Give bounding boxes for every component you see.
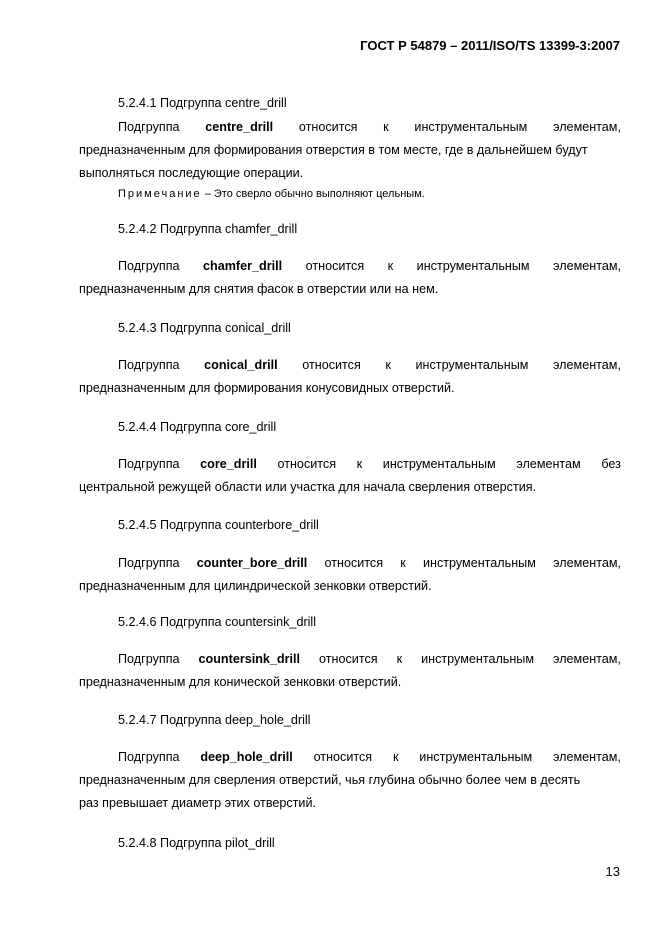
note xyxy=(118,188,425,200)
paragraph-word: инструментальным xyxy=(382,457,496,471)
paragraph-first-line xyxy=(79,358,621,372)
note-text: – Это сверло обычно выполняют цельным. xyxy=(201,188,425,200)
section-heading: 5.2.4.7 Подгруппа deep_hole_drill xyxy=(118,713,311,727)
paragraph-word: элементам, xyxy=(553,556,621,570)
paragraph-word: элементам, xyxy=(553,120,621,134)
paragraph-word: инструментальным xyxy=(415,358,529,372)
paragraph-line: предназначенным для формирования конусовидных отверстий. xyxy=(79,381,455,395)
paragraph-word: инструментальным xyxy=(414,120,528,134)
term-name: centre_drill xyxy=(205,120,274,134)
term-name: countersink_drill xyxy=(198,652,301,666)
paragraph-word: элементам, xyxy=(553,652,621,666)
term-name: core_drill xyxy=(200,457,257,471)
paragraph-word: к xyxy=(383,120,389,134)
paragraph-word: к xyxy=(392,750,399,764)
paragraph-word: к xyxy=(385,358,391,372)
section-heading: 5.2.4.8 Подгруппа pilot_drill xyxy=(118,836,275,850)
section-paragraph xyxy=(79,358,621,395)
paragraph-line: предназначенным для цилиндрической зенковки отверстий. xyxy=(79,579,432,593)
paragraph-word: относится xyxy=(305,259,365,273)
paragraph-word: без xyxy=(601,457,621,471)
term-name: deep_hole_drill xyxy=(200,750,293,764)
page-number: 13 xyxy=(605,864,620,879)
section-heading: 5.2.4.6 Подгруппа countersink_drill xyxy=(118,615,317,629)
paragraph-word: относится xyxy=(319,652,378,666)
paragraph-word: относится xyxy=(313,750,373,764)
paragraph-first-line xyxy=(79,556,621,570)
term-name: counter_bore_drill xyxy=(196,556,308,570)
section-paragraph xyxy=(79,652,621,689)
paragraph-word: элементам, xyxy=(553,259,621,273)
paragraph-word: элементам, xyxy=(553,358,621,372)
paragraph-word: Подгруппа xyxy=(118,556,180,570)
paragraph-word: относится xyxy=(324,556,384,570)
paragraph-line: предназначенным для снятия фасок в отверстии или на нем. xyxy=(79,282,439,296)
paragraph-word: к xyxy=(356,457,363,471)
term-name: chamfer_drill xyxy=(203,259,283,273)
paragraph-line: предназначенным для формирования отверстия в том месте, где в дальнейшем будут xyxy=(79,143,588,157)
section-heading: 5.2.4.5 Подгруппа counterbore_drill xyxy=(118,518,319,532)
paragraph-word: к xyxy=(387,259,394,273)
paragraph-word: относится xyxy=(302,358,361,372)
paragraph-word: элементам xyxy=(516,457,581,471)
section-heading: 5.2.4.3 Подгруппа conical_drill xyxy=(118,321,291,335)
paragraph-line: предназначенным для конической зенковки отверстий. xyxy=(79,675,402,689)
paragraph-word: Подгруппа xyxy=(118,652,180,666)
paragraph-line: предназначенным для сверления отверстий, чья глубина обычно более чем в десять xyxy=(79,773,581,787)
paragraph-first-line xyxy=(79,259,621,273)
paragraph-line: раз превышает диаметр этих отверстий. xyxy=(79,796,317,810)
paragraph-word: Подгруппа xyxy=(118,750,180,764)
paragraph-word: Подгруппа xyxy=(118,259,180,273)
section-heading: 5.2.4.2 Подгруппа chamfer_drill xyxy=(118,222,298,236)
section-paragraph xyxy=(79,259,621,296)
paragraph-first-line xyxy=(79,457,621,471)
paragraph-word: Подгруппа xyxy=(118,457,180,471)
paragraph-first-line xyxy=(79,652,621,666)
paragraph-line: выполняться последующие операции. xyxy=(79,166,304,180)
section-paragraph xyxy=(79,120,621,180)
paragraph-word: инструментальным xyxy=(416,259,530,273)
note-label: Примечание xyxy=(118,188,202,200)
paragraph-first-line xyxy=(79,750,621,764)
paragraph-word: элементам, xyxy=(553,750,621,764)
section-paragraph xyxy=(79,750,621,810)
section-heading: 5.2.4.4 Подгруппа core_drill xyxy=(118,420,277,434)
paragraph-word: инструментальным xyxy=(419,750,533,764)
paragraph-line: центральной режущей области или участка для начала сверления отверстия. xyxy=(79,480,537,494)
paragraph-word: инструментальным xyxy=(422,556,536,570)
term-name: conical_drill xyxy=(204,358,278,372)
section-paragraph xyxy=(79,556,621,593)
paragraph-word: относится xyxy=(277,457,337,471)
document-header: ГОСТ Р 54879 – 2011/ISO/TS 13399-3:2007 xyxy=(360,38,620,53)
paragraph-word: Подгруппа xyxy=(118,120,180,134)
section-heading: 5.2.4.1 Подгруппа centre_drill xyxy=(118,96,287,110)
section-paragraph xyxy=(79,457,621,494)
paragraph-word: к xyxy=(396,652,403,666)
paragraph-word: Подгруппа xyxy=(118,358,180,372)
paragraph-word: относится xyxy=(298,120,358,134)
paragraph-word: инструментальным xyxy=(421,652,535,666)
paragraph-first-line xyxy=(79,120,621,134)
paragraph-word: к xyxy=(400,556,406,570)
